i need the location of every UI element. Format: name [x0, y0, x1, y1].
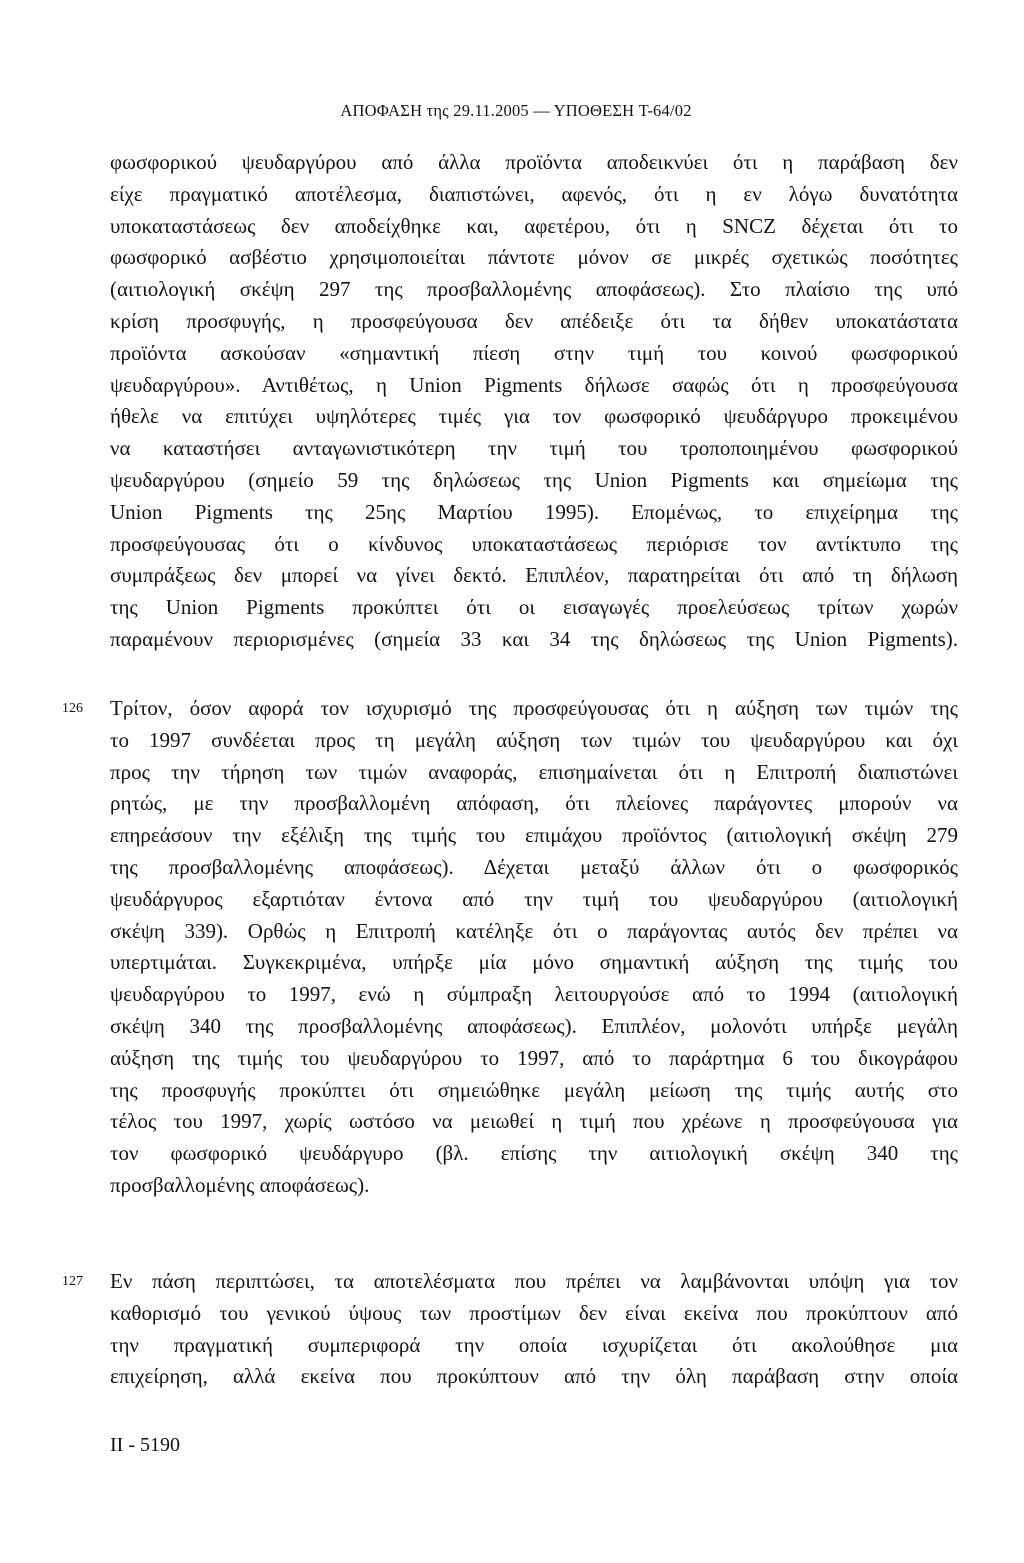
text-line: είχε πραγματικό αποτέλεσμα, διαπιστώνει, αφενός, ότι η εν λόγω δυνατότητα: [110, 181, 958, 206]
text-line: σκέψη 340 της προσβαλλομένης αποφάσεως). Επιπλέον, μολονότι υπήρξε μεγάλη: [110, 1013, 958, 1038]
text-line: υποκαταστάσεως δεν αποδείχθηκε και, αφετέρου, ότι η SNCZ δέχεται ότι το: [110, 213, 958, 238]
text-line: το 1997 συνδέεται προς τη μεγάλη αύξηση των τιμών του ψευδαργύρου και όχι: [110, 727, 958, 752]
text-line: της προσφυγής προκύπτει ότι σημειώθηκε μεγάλη μείωση της τιμής αυτής στο: [110, 1077, 958, 1102]
paragraph-number: 126: [62, 701, 83, 716]
text-line: τον φωσφορικό ψευδάργυρο (βλ. επίσης την αιτιολογική σκέψη 340 της: [110, 1141, 958, 1166]
text-line: ψευδαργύρου». Αντιθέτως, η Union Pigments δήλωσε σαφώς ότι η προσφεύγουσα: [110, 372, 958, 397]
text-line: προσφεύγουσας ότι ο κίνδυνος υποκαταστάσεως περιόρισε τον αντίκτυπο της: [110, 531, 958, 556]
text-line: επηρεάσουν την εξέλιξη της τιμής του επιμάχου προϊόντος (αιτιολογική σκέψη 279: [110, 823, 958, 848]
text-line: επιχείρηση, αλλά εκείνα που προκύπτουν από την όλη παράβαση στην οποία: [110, 1364, 958, 1389]
text-line: της Union Pigments προκύπτει ότι οι εισαγωγές προελεύσεως τρίτων χωρών: [110, 595, 958, 620]
text-line: ψευδαργύρου (σημείο 59 της δηλώσεως της Union Pigments και σημείωμα της: [110, 467, 958, 492]
text-line: υπερτιμάται. Συγκεκριμένα, υπήρξε μία μόνο σημαντική αύξηση της τιμής του: [110, 950, 958, 975]
text-line: της προσβαλλομένης αποφάσεως). Δέχεται μεταξύ άλλων ότι ο φωσφορικός: [110, 854, 958, 879]
text-line: Εν πάση περιπτώσει, τα αποτελέσματα που πρέπει να λαμβάνονται υπόψη για τον: [110, 1269, 958, 1293]
paragraph-127: [62, 1266, 958, 1393]
text-line: να καταστήσει ανταγωνιστικότερη την τιμή του τροποποιημένου φωσφορικού: [110, 436, 958, 461]
running-header: ΑΠΟΦΑΣΗ της 29.11.2005 — ΥΠΟΘΕΣΗ T-64/02: [340, 101, 692, 120]
text-line: Union Pigments της 25ης Μαρτίου 1995). Επομένως, το επιχείρημα της: [110, 499, 958, 524]
text-line: κρίση προσφυγής, η προσφεύγουσα δεν απέδειξε ότι τα δήθεν υποκατάστατα: [110, 308, 958, 333]
text-line: καθορισμό του γενικού ύψους των προστίμων δεν είναι εκείνα που προκύπτουν από: [110, 1300, 958, 1325]
text-line: ρητώς, με την προσβαλλομένη απόφαση, ότι πλείονες παράγοντες μπορούν να: [110, 791, 958, 816]
text-line: συμπράξεως δεν μπορεί να γίνει δεκτό. Επιπλέον, παρατηρείται ότι από τη δήλωση: [110, 563, 958, 588]
page-number: II - 5190: [110, 1434, 180, 1456]
text-line: τέλος του 1997, χωρίς ωστόσο να μειωθεί η τιμή που χρέωνε η προσφεύγουσα για: [110, 1109, 958, 1134]
text-line: ήθελε να επιτύχει υψηλότερες τιμές για τον φωσφορικό ψευδάργυρο προκειμένου: [110, 404, 958, 429]
text-line: προϊόντα ασκούσαν «σημαντική πίεση στην τιμή του κοινού φωσφορικού: [110, 340, 958, 365]
text-line: ψευδάργυρος εξαρτιόταν έντονα από την τιμή του ψευδαργύρου (αιτιολογική: [110, 886, 958, 911]
text-line: φωσφορικό ασβέστιο χρησιμοποιείται πάντοτε μόνον σε μικρές σχετικώς ποσότητες: [110, 245, 958, 270]
text-line: προσβαλλομένης αποφάσεως).: [110, 1172, 370, 1197]
text-line: (αιτιολογική σκέψη 297 της προσβαλλομένης αποφάσεως). Στο πλαίσιο της υπό: [110, 277, 958, 302]
text-line: φωσφορικού ψευδαργύρου από άλλα προϊόντα αποδεικνύει ότι η παράβαση δεν: [110, 150, 958, 174]
text-line: σκέψη 339). Ορθώς η Επιτροπή κατέληξε ότι ο παράγοντας αυτός δεν πρέπει να: [110, 918, 958, 943]
text-line: την πραγματική συμπεριφορά την οποία ισχυρίζεται ότι ακολούθησε μια: [110, 1332, 958, 1357]
paragraph-number: 127: [62, 1274, 83, 1289]
text-line: αύξηση της τιμής του ψευδαργύρου το 1997, από το παράρτημα 6 του δικογράφου: [110, 1045, 958, 1070]
text-line: Τρίτον, όσον αφορά τον ισχυρισμό της προσφεύγουσας ότι η αύξηση των τιμών της: [110, 696, 958, 720]
paragraph-continued: [110, 147, 958, 656]
text-line: παραμένουν περιορισμένες (σημεία 33 και 34 της δηλώσεως της Union Pigments).: [110, 626, 958, 651]
text-line: ψευδαργύρου το 1997, ενώ η σύμπραξη λειτουργούσε από το 1994 (αιτιολογική: [110, 982, 958, 1007]
text-line: προς την τήρηση των τιμών αναφοράς, επισημαίνεται ότι η Επιτροπή διαπιστώνει: [110, 759, 958, 784]
paragraph-126: [62, 693, 958, 1202]
